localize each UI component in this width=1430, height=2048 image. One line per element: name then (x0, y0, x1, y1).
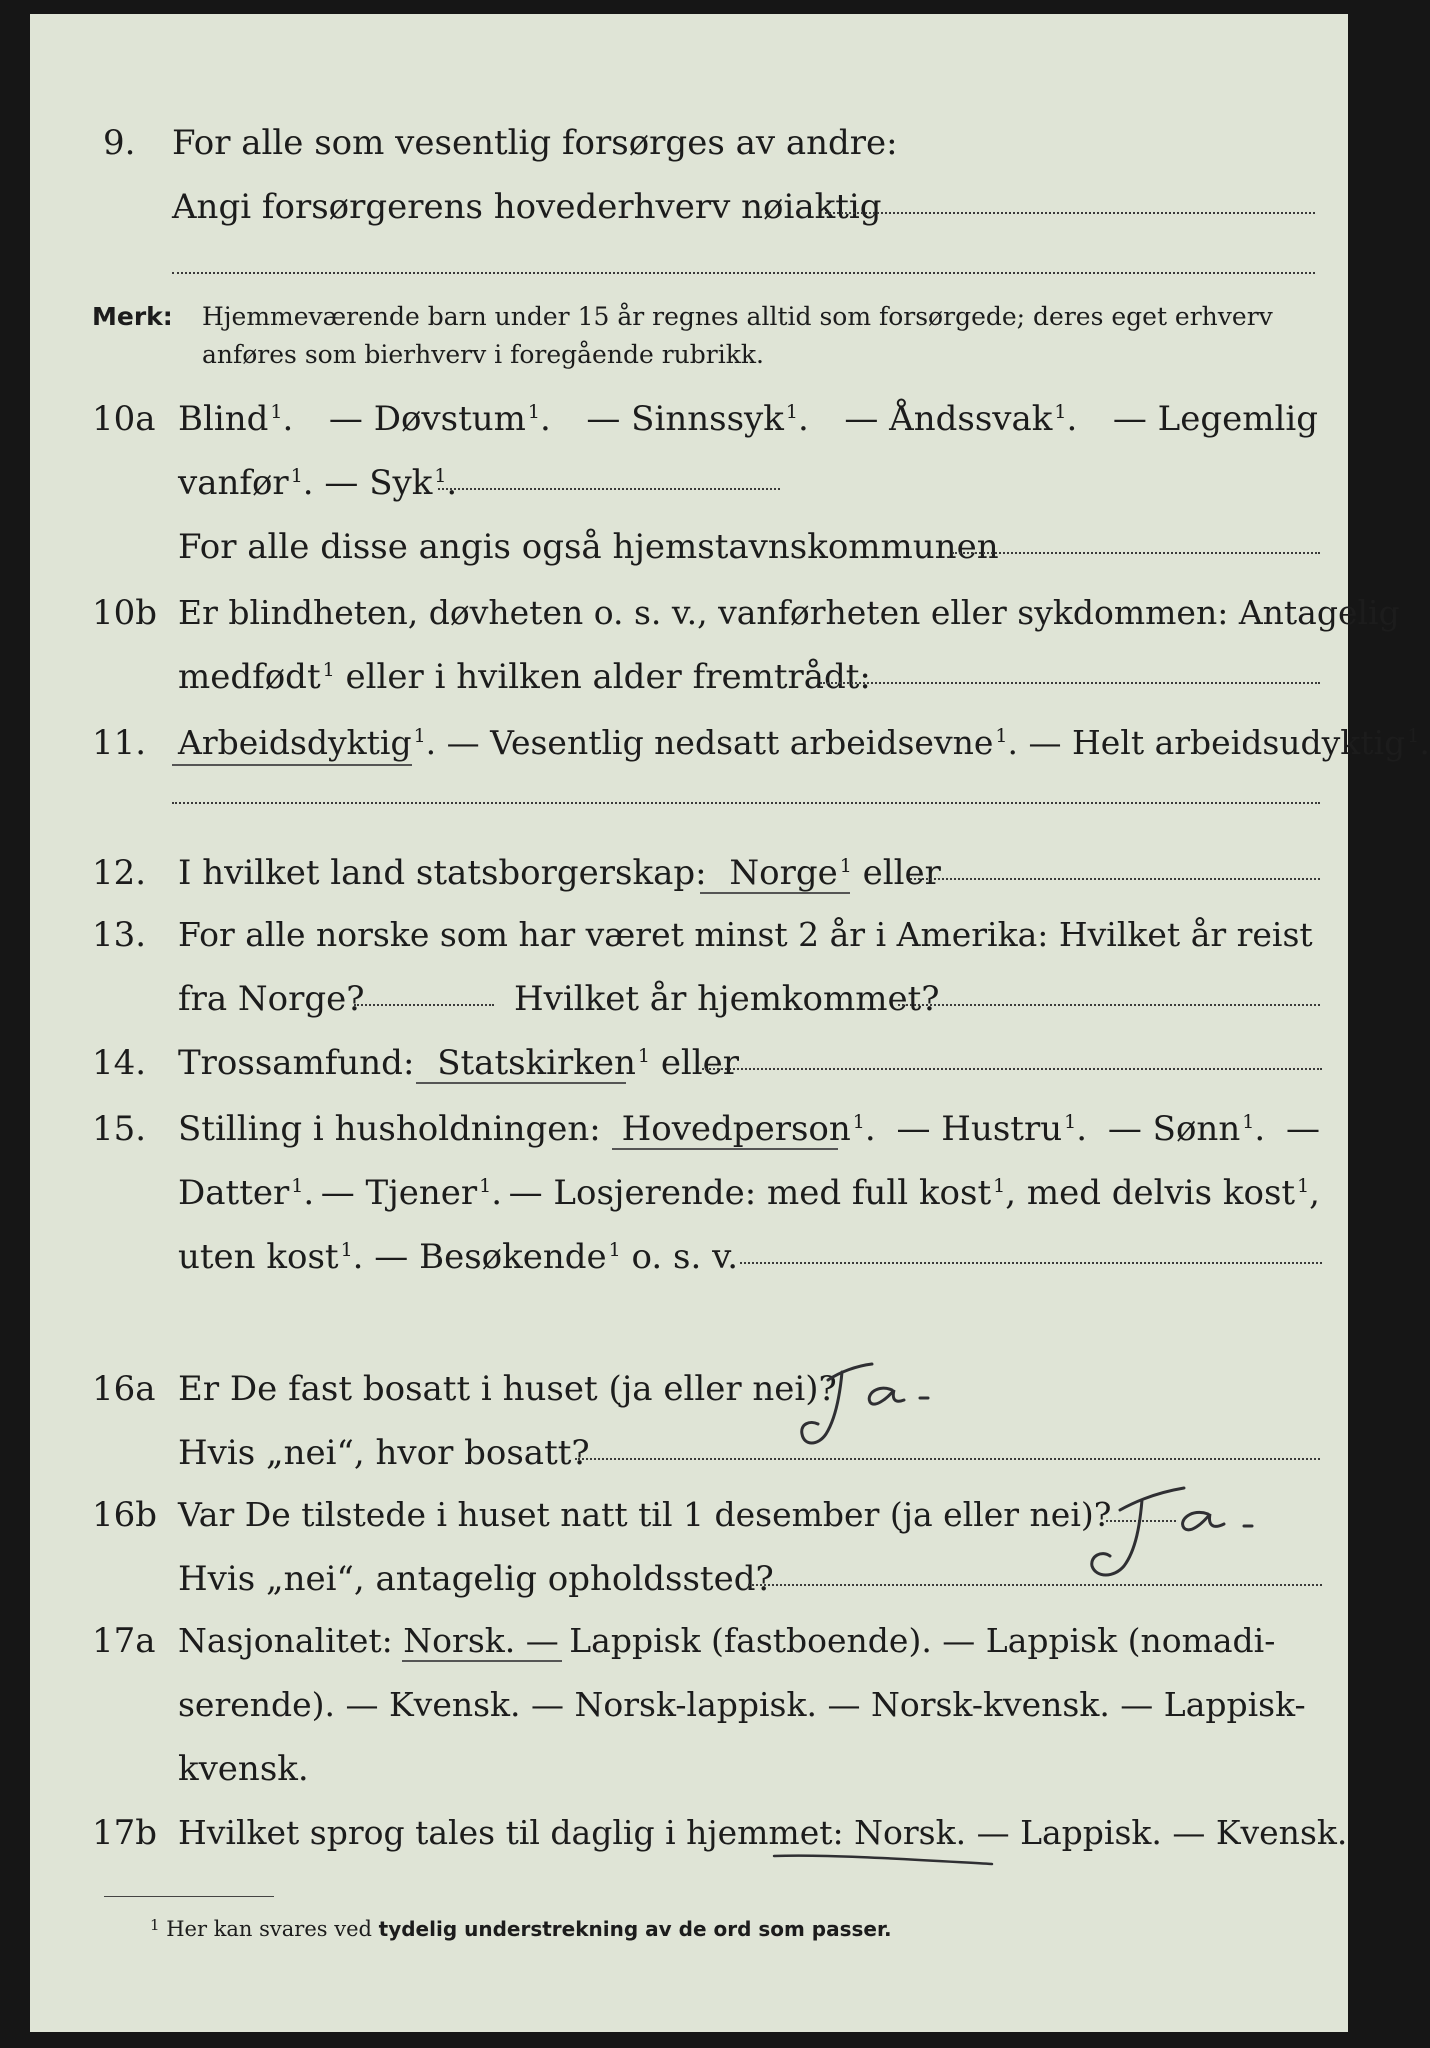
q12-number: 12. (92, 853, 147, 893)
q10a-number: 10a (92, 399, 156, 439)
q17b-underline-norsk (770, 1848, 1000, 1878)
q9-line2: Angi forsørgerens hovederhverv nøiaktig (172, 187, 882, 227)
q15-number: 15. (92, 1109, 147, 1149)
q16b-handwritten-ja (1080, 1474, 1310, 1594)
q10b-number: 10b (92, 593, 158, 633)
q10a-word: — Sinnssyk $^1$. (586, 399, 809, 439)
q15-line3: uten kost $^1$. — Besøkende $^1$ o. s. v. (178, 1237, 739, 1277)
q14-line: Trossamfund: Statskirken $^1$ eller (178, 1043, 740, 1083)
q10a-line2: vanfør $^1$. — Syk $^1$. (178, 463, 458, 503)
q11-line: Arbeidsdyktig $^1$. — Vesentlig nedsatt arbeidsevne $^1$. — Helt arbeidsudyktig $^1$. (178, 723, 1430, 762)
q10a-home-line (952, 552, 1320, 554)
q17a-line1: Nasjonalitet: Norsk. — Lappisk (fastboende). — Lappisk (nomadi- (178, 1621, 1276, 1660)
q14-number: 14. (92, 1043, 147, 1083)
q12-line: I hvilket land statsborgerskap: Norge $^1$ eller (178, 853, 941, 893)
footnote-rule (104, 1896, 274, 1897)
merk-line1: Hjemmeværende barn under 15 år regnes alltid som forsørgede; deres eget erhverv (202, 302, 1273, 331)
census-form-page (30, 14, 1430, 2032)
merk-line2: anføres som bierhverv i foregående rubrikk. (202, 340, 764, 369)
q15-underline-hovedperson (612, 1148, 838, 1150)
q16b-line2: Hvis „nei“, antagelig opholdssted? (178, 1559, 774, 1599)
q12-underline-norge (700, 892, 850, 894)
q9-answer-line-2 (172, 272, 1315, 274)
q13-from-line (354, 1004, 494, 1006)
q13-number: 13. (92, 915, 147, 955)
merk-label: Merk: (92, 302, 173, 331)
q10a-word: — Legemlig (1112, 399, 1318, 439)
q10b-line2: medfødt $^1$ eller i hvilken alder fremtrådt: (178, 657, 871, 697)
q17b-line: Hvilket sprog tales til daglig i hjemmet: Norsk. — Lappisk. — Kvensk. (178, 1813, 1348, 1852)
q10a-word: — Døvstum $^1$. (328, 399, 551, 439)
q16b-line1: Var De tilstede i huset natt til 1 desember (ja eller nei)? (178, 1495, 1112, 1534)
q10a-line1 (178, 399, 1318, 439)
q17a-line2: serende). — Kvensk. — Norsk-lappisk. — Norsk-kvensk. — Lappisk- (178, 1685, 1306, 1724)
q11-number: 11. (92, 723, 147, 763)
q11-answer-line (172, 802, 1320, 804)
q16b-number: 16b (92, 1495, 158, 1535)
q10b-answer-line (820, 682, 1320, 684)
q9-number: 9. (103, 123, 136, 163)
q16a-line1: Er De fast bosatt i huset (ja eller nei)? (178, 1369, 837, 1409)
q17b-number: 17b (92, 1813, 158, 1853)
q16a-number: 16a (92, 1369, 156, 1409)
q9-answer-line (825, 212, 1315, 214)
q10a-word: Blind $^1$. (178, 399, 294, 439)
q13-returned-line (898, 1004, 1320, 1006)
q17a-line3: kvensk. (178, 1749, 309, 1789)
q10a-word: — Åndssvak $^1$. (844, 399, 1078, 439)
q17a-number: 17a (92, 1621, 156, 1661)
q9-line1: For alle som vesentlig forsørges av andre: (172, 123, 898, 163)
q14-answer-line (702, 1068, 1322, 1070)
footnote: $^1$ Her kan svares ved tydelig understrekning av de ord som passer. (150, 1916, 892, 1941)
q15-answer-line (740, 1262, 1322, 1264)
q13-line1: For alle norske som har været minst 2 år i Amerika: Hvilket år reist (178, 915, 1313, 954)
q12-answer-line (910, 878, 1320, 880)
q17a-underline-norsk (402, 1660, 562, 1662)
q13-from: fra Norge? (178, 979, 365, 1019)
q15-line1: Stilling i husholdningen: Hovedperson $^1$. — Hustru $^1$. — Sønn $^1$. — (178, 1109, 1320, 1149)
q10a-line3: For alle disse angis også hjemstavnskommunen (178, 527, 999, 567)
q16a-handwritten-ja (800, 1354, 1000, 1464)
q16a-line2: Hvis „nei“, hvor bosatt? (178, 1433, 590, 1473)
q13-returned: Hvilket år hjemkommet? (514, 979, 940, 1019)
q15-line2: Datter $^1$. — Tjener $^1$. — Losjerende: med full kost $^1$, med delvis kost $^1$, (178, 1173, 1320, 1213)
q11-underline-arbeidsdyktig (172, 764, 412, 766)
q10b-line1: Er blindheten, døvheten o. s. v., vanførheten eller sykdommen: Antagelig (178, 593, 1400, 632)
q10a-answer-line (438, 488, 780, 490)
q14-underline-statskirken (416, 1082, 626, 1084)
